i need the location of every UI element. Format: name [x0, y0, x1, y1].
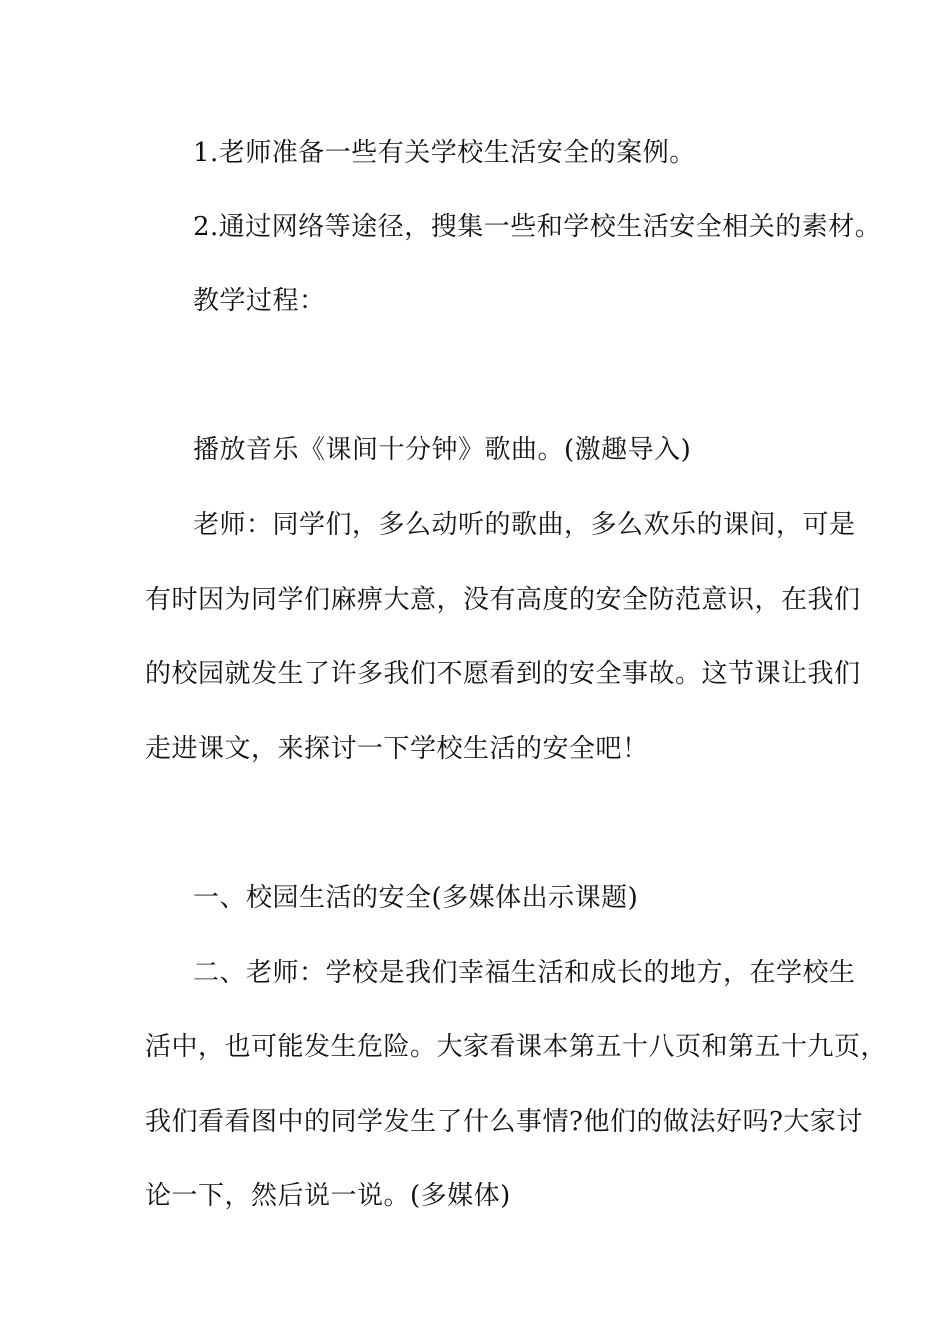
section-two-line-1: 二、老师：学校是我们幸福生活和成长的地方，在学校生 [193, 958, 856, 988]
section-two-line-3: 我们看看图中的同学发生了什么事情?他们的做法好吗?大家讨 [145, 1107, 863, 1137]
paragraph-teacher-line-3: 的校园就发生了许多我们不愿看到的安全事故。这节课让我们 [145, 659, 861, 689]
section-two-line-2: 活中，也可能发生危险。大家看课本第五十八页和第五十九页， [145, 1032, 888, 1062]
paragraph-teacher-line-4: 走进课文，来探讨一下学校生活的安全吧！ [145, 734, 649, 764]
section-two-line-4: 论一下，然后说一说。(多媒体) [145, 1181, 511, 1211]
prep-item-1: 1.老师准备一些有关学校生活安全的案例。 [193, 138, 696, 168]
prep-item-2: 2.通过网络等途径，搜集一些和学校生活安全相关的素材。 [193, 212, 882, 242]
section-one-heading: 一、校园生活的安全(多媒体出示课题) [193, 883, 639, 913]
paragraph-intro-music: 播放音乐《课间十分钟》歌曲。(激趣导入) [193, 435, 692, 465]
paragraph-teacher-line-2: 有时因为同学们麻痹大意，没有高度的安全防范意识，在我们 [145, 585, 861, 615]
paragraph-teacher-line-1: 老师：同学们，多么动听的歌曲，多么欢乐的课间，可是 [193, 510, 856, 540]
section-heading-teaching-process: 教学过程： [193, 286, 326, 316]
